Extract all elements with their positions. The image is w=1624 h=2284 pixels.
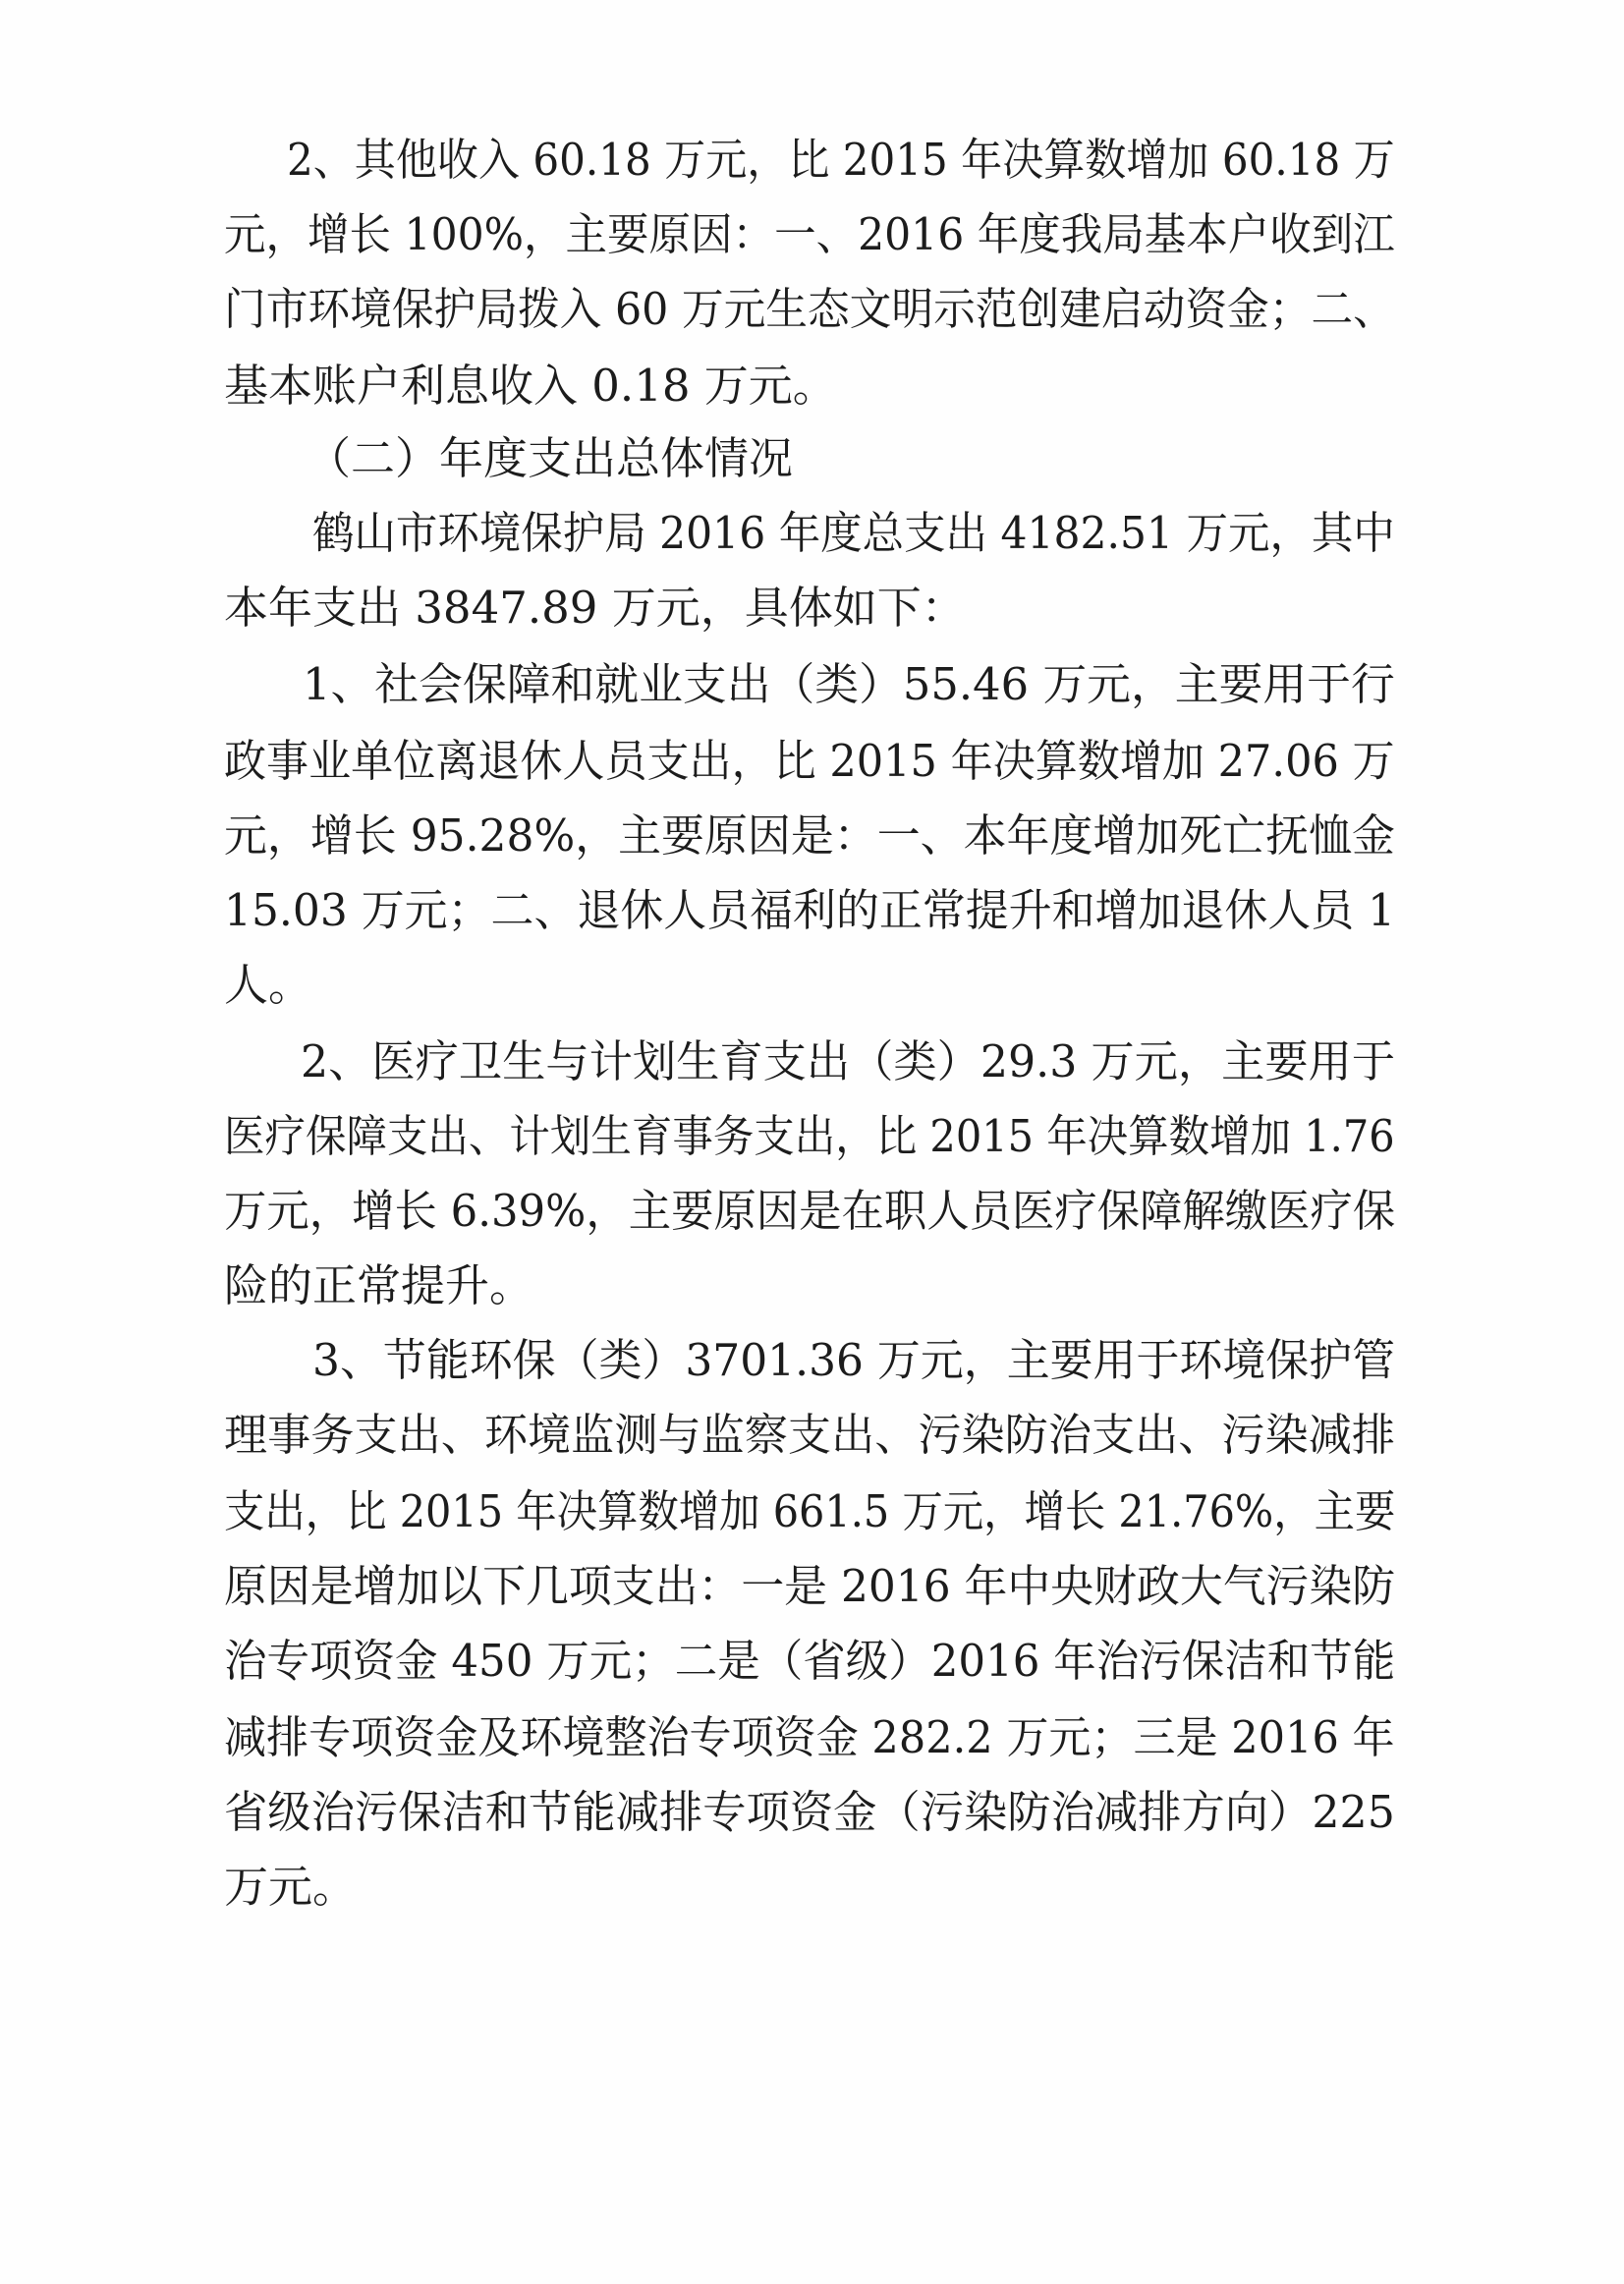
social-security-line-5: 人。 xyxy=(224,959,313,1011)
section-heading: （二）年度支出总体情况 xyxy=(307,432,794,484)
medical-health-line-4: 险的正常提升。 xyxy=(224,1259,534,1311)
energy-environment-line-7: 省级治污保洁和节能减排专项资金（污染防治减排方向）225 xyxy=(224,1786,1395,1838)
energy-environment-line-6: 减排专项资金及环境整治专项资金 282.2 万元；三是 2016 年 xyxy=(224,1711,1395,1763)
total-expenditure-line-2: 本年支出 3847.89 万元，具体如下： xyxy=(224,582,966,634)
medical-health-line-2: 医疗保障支出、计划生育事务支出，比 2015 年决算数增加 1.76 xyxy=(224,1110,1395,1162)
other-income-line-2: 元，增长 100%，主要原因：一、2016 年度我局基本户收到江 xyxy=(224,208,1395,260)
other-income-line-1: 2、其他收入 60.18 万元，比 2015 年决算数增加 60.18 万 xyxy=(287,134,1395,186)
energy-environment-line-8: 万元。 xyxy=(224,1861,358,1913)
social-security-line-1: 1、社会保障和就业支出（类）55.46 万元，主要用于行 xyxy=(303,658,1395,710)
energy-environment-line-5: 治专项资金 450 万元；二是（省级）2016 年治污保洁和节能 xyxy=(224,1635,1396,1687)
social-security-line-3: 元，增长 95.28%，主要原因是：一、本年度增加死亡抚恤金 xyxy=(224,809,1395,862)
social-security-line-2: 政事业单位离退休人员支出，比 2015 年决算数增加 27.06 万 xyxy=(224,735,1395,787)
medical-health-line-1: 2、医疗卫生与计划生育支出（类）29.3 万元，主要用于 xyxy=(301,1035,1396,1087)
total-expenditure-line-1: 鹤山市环境保护局 2016 年度总支出 4182.51 万元，其中 xyxy=(312,507,1395,559)
social-security-line-4: 15.03 万元；二、退休人员福利的正常提升和增加退休人员 1 xyxy=(224,884,1396,936)
other-income-line-4: 基本账户利息收入 0.18 万元。 xyxy=(224,360,837,412)
other-income-line-3: 门市环境保护局拨入 60 万元生态文明示范创建启动资金；二、 xyxy=(224,283,1395,335)
energy-environment-line-3: 支出，比 2015 年决算数增加 661.5 万元，增长 21.76%，主要 xyxy=(224,1485,1396,1537)
energy-environment-line-1: 3、节能环保（类）3701.36 万元，主要用于环境保护管 xyxy=(312,1334,1396,1386)
energy-environment-line-2: 理事务支出、环境监测与监察支出、污染防治支出、污染减排 xyxy=(224,1409,1396,1461)
medical-health-line-3: 万元，增长 6.39%，主要原因是在职人员医疗保障解缴医疗保 xyxy=(224,1185,1396,1237)
energy-environment-line-4: 原因是增加以下几项支出：一是 2016 年中央财政大气污染防 xyxy=(224,1560,1396,1612)
